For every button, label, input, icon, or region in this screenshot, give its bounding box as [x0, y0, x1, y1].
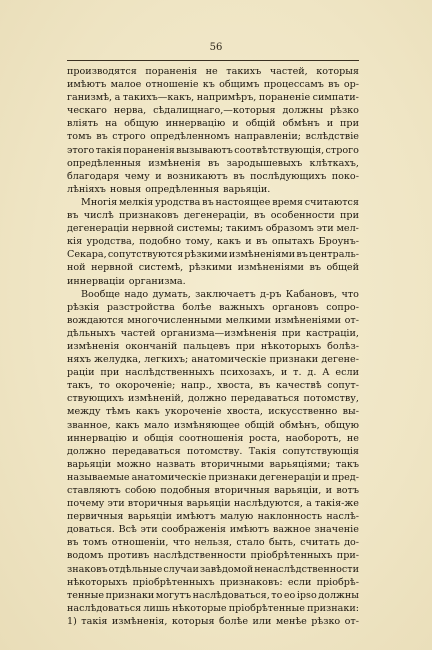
text-line: доваться. Всѣ эти соображенія имѣютъ важное значеніе: [67, 524, 359, 536]
text-line: первичныя варьяціи имѣютъ малую наклонность наслѣ-: [67, 511, 359, 523]
text-line: ной нервной системѣ, рѣзкими измѣненіями въ общей: [67, 262, 359, 274]
text-line: знаковъ отдѣльные случаи завѣдомой ненаслѣдственности: [67, 563, 359, 575]
text-line: раціи при наслѣдственныхъ психозахъ, и т. д. А если: [67, 367, 359, 379]
text-line: производятся пораненія не такихъ частей, которыя: [67, 66, 359, 77]
text-line: Секара, сопутствуются рѣзкими измѣненіями въ централь-: [67, 249, 359, 261]
text-line: имѣютъ малое отношеніе къ общимъ процессамъ въ ор-: [67, 79, 359, 91]
text-line: лѣніяхъ новыя опредѣленныя варьяціи.: [67, 183, 271, 195]
text-line: 1) такія измѣненія, которыя болѣе или менѣе рѣзко от-: [67, 615, 359, 627]
text-line: иннерваціи организма.: [67, 275, 186, 287]
text-line: вліять на общую иннервацію и общій обмѣнъ и при: [67, 118, 359, 130]
text-line: благодаря чему и возникаютъ въ послѣдующихъ поко-: [67, 170, 359, 182]
text-line: томъ въ строго опредѣленномъ направленіи; вслѣдствіе: [67, 131, 359, 143]
text-line: между тѣмъ какъ укороченіе хвоста, искусственно вы-: [67, 406, 359, 418]
text-line: вождаются многочисленными мелкими измѣненіями от-: [67, 314, 359, 326]
text-line: Вообще надо думать, заключаетъ д-ръ Кабановъ, что: [81, 288, 359, 300]
text-line: въ томъ отношеніи, что нельзя, стало быть, считать до-: [67, 537, 359, 549]
text-line: ствующихъ измѣненій, должно передаваться потомству,: [67, 393, 359, 405]
text-line: ческаго нерва, сѣдалищнаго,—которыя должны рѣзко: [67, 105, 359, 117]
header-rule: [67, 60, 359, 61]
text-line: иннервацію и общія соотношенія роста, наоборотъ, не: [67, 432, 359, 444]
text-line: Многія мелкія уродства въ настоящее время считаются: [81, 196, 359, 208]
page-number: 56: [209, 42, 223, 53]
text-line: ганизмѣ, а такихъ—какъ, напримѣръ, пораненіе симпати-: [67, 92, 359, 104]
text-line: кія уродства, подобно тому, какъ и въ опытахъ Броунъ-: [67, 236, 359, 248]
text-line: водомъ противъ наслѣдственности пріобрѣтенныхъ при-: [67, 550, 359, 562]
text-line: должно передаваться потомству. Такія сопутствующія: [67, 445, 359, 457]
text-line: нѣкоторыхъ пріобрѣтенныхъ признаковъ: если пріобрѣ-: [67, 576, 359, 588]
text-line: званное, какъ мало измѣняющее общій обмѣнъ, общую: [67, 419, 359, 431]
text-line: варьяціи можно назвать вторичными варьяціями; такъ: [67, 458, 359, 470]
text-line: тенные признаки могутъ наслѣдоваться, то eo ipso должны: [67, 589, 359, 601]
text-line: ставляютъ собою подобныя вторичныя варьяціи, и вотъ: [67, 485, 359, 496]
text-line: измѣненія окончаній пальцевъ при нѣкоторыхъ болѣз-: [67, 340, 359, 352]
text-line: дегенераціи нервной системы; такимъ образомъ эти мел-: [67, 223, 359, 235]
text-line: называемые анатомическіе признаки дегенераціи и пред-: [67, 471, 359, 483]
text-line: въ числѣ признаковъ дегенераціи, въ особенности при: [67, 210, 359, 222]
text-line: дѣльныхъ частей организма—измѣненія при кастраціи,: [67, 327, 359, 339]
text-line: рѣзкія разстройства болѣе важныхъ органовъ сопро-: [67, 301, 359, 313]
body-text: [67, 65, 359, 628]
text-line: наслѣдоваться лишь нѣкоторые пріобрѣтенные признаки:: [67, 602, 359, 614]
text-line: опредѣленныя измѣненія въ зародышевыхъ клѣткахъ,: [67, 157, 359, 169]
text-line: почему эти вторичныя варьяціи наслѣдуются, а такія-же: [67, 498, 359, 510]
text-line: этого такія пораненія вызываютъ соотвѣтствующія, строго: [67, 144, 359, 156]
text-line: няхъ желудка, легкихъ; анатомическіе признаки дегене-: [67, 354, 359, 366]
text-line: такъ, то окороченіе; напр., хвоста, въ качествѣ сопут-: [67, 380, 359, 392]
